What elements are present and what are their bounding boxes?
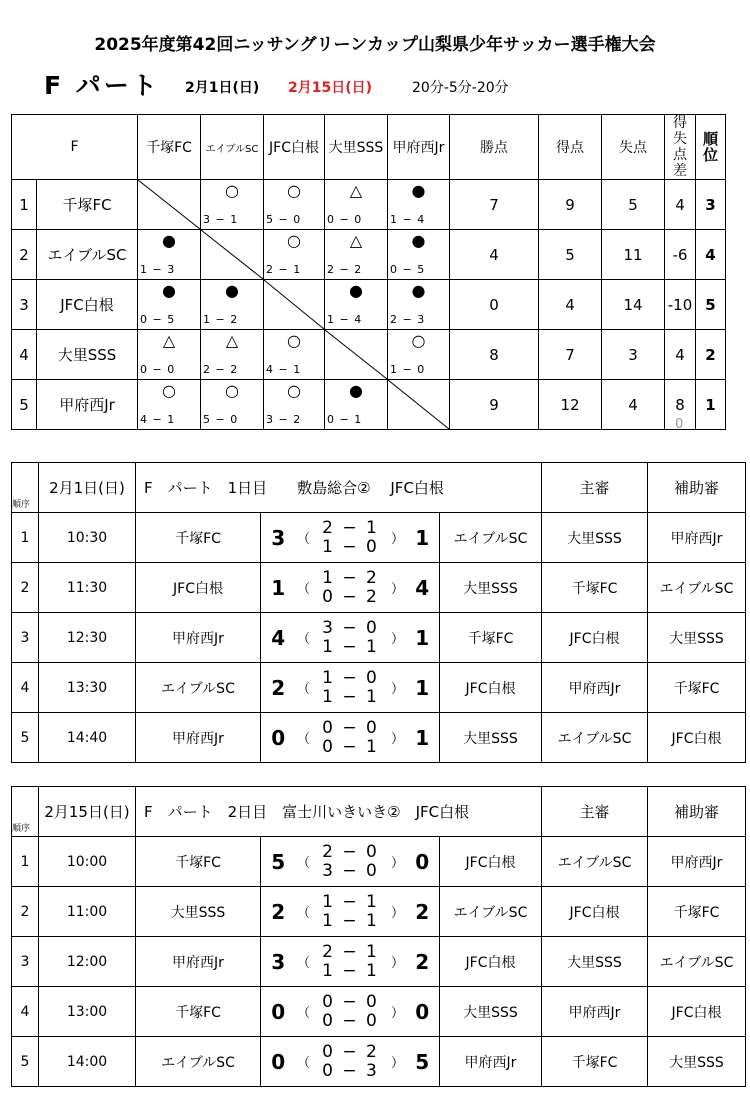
row-goal-diff: 8 [665, 380, 696, 430]
result-score: 2 − 3 [390, 313, 426, 326]
header-order-label: 順序 [12, 824, 31, 834]
result-score: 1 − 4 [327, 313, 363, 326]
result-mark-icon: ● [162, 231, 176, 250]
first-half-score: 1 − 1 [322, 891, 379, 912]
result-score: 2 − 1 [266, 263, 302, 276]
result-mark-icon: ● [411, 181, 426, 200]
result-score: 4 − 1 [140, 413, 176, 426]
header-date: 2月15日(日) [39, 787, 136, 837]
match-time: 11:00 [39, 887, 136, 937]
first-half-score: 0 − 0 [322, 991, 379, 1012]
result-mark-icon: ● [162, 281, 176, 300]
header-title: F パート 1日目 敷島総合② JFC白根 [136, 463, 542, 513]
match-order: 5 [12, 1037, 39, 1087]
assistant-referee: 大里SSS [648, 1037, 746, 1087]
row-team-name: エイブルSC [37, 230, 138, 280]
match-order: 5 [12, 713, 39, 763]
match-time: 13:30 [39, 663, 136, 713]
column-team-header: 千塚FC [138, 115, 201, 180]
referee: 大里SSS [542, 513, 648, 563]
result-mark-icon: ○ [411, 331, 426, 350]
home-score: 2 [261, 663, 296, 713]
match-time: 14:40 [39, 713, 136, 763]
result-score: 2 − 2 [327, 263, 363, 276]
home-team: エイブルSC [136, 663, 261, 713]
away-team: JFC白根 [440, 663, 542, 713]
away-score: 1 [406, 513, 440, 563]
result-cell [138, 380, 201, 430]
second-half-score: 0 − 0 [322, 1010, 379, 1031]
result-mark-icon: ● [349, 281, 363, 300]
first-half-score: 0 − 2 [322, 1041, 379, 1062]
row-rank: 5 [696, 280, 726, 330]
result-mark-icon: ● [349, 381, 363, 400]
result-score: 5 − 0 [266, 213, 302, 226]
assistant-referee: エイブルSC [648, 937, 746, 987]
header-gd-top: 得 失 [673, 115, 687, 147]
match-time: 10:30 [39, 513, 136, 563]
right-paren: ） [390, 513, 406, 563]
row-goals-for: 4 [539, 280, 602, 330]
diagonal-cell [138, 180, 201, 230]
away-team: エイブルSC [440, 513, 542, 563]
away-score: 2 [406, 937, 440, 987]
referee: JFC白根 [542, 887, 648, 937]
diagonal-cell [325, 330, 388, 380]
match-row [12, 513, 746, 563]
home-team: 大里SSS [136, 887, 261, 937]
result-cell [388, 230, 450, 280]
away-score: 0 [406, 837, 440, 887]
diagonal-line [201, 230, 263, 279]
referee: 大里SSS [542, 937, 648, 987]
half-scores [312, 937, 390, 987]
home-score: 0 [261, 987, 296, 1037]
assistant-referee: JFC白根 [648, 987, 746, 1037]
half-scores [312, 887, 390, 937]
result-cell [325, 280, 388, 330]
result-mark-icon: △ [162, 331, 176, 350]
half-scores [312, 613, 390, 663]
header-order [12, 463, 39, 513]
row-points: 9 [450, 380, 539, 430]
match-format: 20分-5分-20分 [412, 80, 509, 96]
assistant-referee: 千塚FC [648, 887, 746, 937]
header-rank-top: 順 [702, 130, 718, 148]
half-scores [312, 513, 390, 563]
second-half-score: 1 − 1 [322, 910, 379, 931]
diagonal-cell [201, 230, 264, 280]
left-paren: （ [296, 987, 312, 1037]
column-team-header: 甲府西Jr [388, 115, 450, 180]
match-order: 2 [12, 887, 39, 937]
left-paren: （ [296, 837, 312, 887]
assistant-referee: 甲府西Jr [648, 513, 746, 563]
date-day2: 2月15日(日) [288, 80, 373, 96]
row-points: 8 [450, 330, 539, 380]
result-mark-icon: △ [349, 181, 363, 200]
row-points: 7 [450, 180, 539, 230]
row-goals-for: 5 [539, 230, 602, 280]
right-paren: ） [390, 663, 406, 713]
home-team: 千塚FC [136, 513, 261, 563]
row-goals-against: 14 [602, 280, 665, 330]
second-half-score: 0 − 1 [322, 736, 379, 757]
away-score: 4 [406, 563, 440, 613]
second-half-score: 0 − 3 [322, 1060, 379, 1081]
home-score: 1 [261, 563, 296, 613]
header-order-label: 順序 [12, 500, 31, 510]
first-half-score: 1 − 0 [322, 667, 379, 688]
first-half-score: 1 − 2 [322, 567, 379, 588]
row-rank: 3 [696, 180, 726, 230]
result-score: 0 − 1 [327, 413, 363, 426]
match-order: 2 [12, 563, 39, 613]
result-mark-icon: ○ [225, 381, 239, 400]
match-time: 11:30 [39, 563, 136, 613]
left-paren: （ [296, 663, 312, 713]
result-cell [201, 330, 264, 380]
result-score: 0 − 0 [140, 363, 176, 376]
away-score: 5 [406, 1037, 440, 1087]
home-team: 千塚FC [136, 987, 261, 1037]
home-team: JFC白根 [136, 563, 261, 613]
match-order: 3 [12, 613, 39, 663]
result-cell [264, 230, 325, 280]
half-scores [312, 837, 390, 887]
half-scores [312, 987, 390, 1037]
result-mark-icon: △ [349, 231, 363, 250]
row-points: 0 [450, 280, 539, 330]
half-scores [312, 1037, 390, 1087]
match-order: 4 [12, 987, 39, 1037]
right-paren: ） [390, 613, 406, 663]
result-mark-icon: ● [411, 281, 426, 300]
away-team: JFC白根 [440, 837, 542, 887]
second-half-score: 1 − 1 [322, 686, 379, 707]
away-score: 2 [406, 887, 440, 937]
away-team: JFC白根 [440, 937, 542, 987]
result-score: 5 − 0 [203, 413, 239, 426]
half-scores [312, 663, 390, 713]
match-row [12, 1037, 746, 1087]
assistant-referee: 甲府西Jr [648, 837, 746, 887]
match-time: 12:00 [39, 937, 136, 987]
match-order: 1 [12, 837, 39, 887]
result-cell [138, 280, 201, 330]
referee: 千塚FC [542, 563, 648, 613]
row-goals-against: 4 [602, 380, 665, 430]
result-mark-icon: ○ [287, 181, 301, 200]
diagonal-line [325, 330, 387, 379]
row-goals-for: 9 [539, 180, 602, 230]
second-half-score: 1 − 1 [322, 636, 379, 657]
row-goals-for: 7 [539, 330, 602, 380]
home-team: 甲府西Jr [136, 937, 261, 987]
result-cell [325, 230, 388, 280]
schedule-day1 [11, 462, 746, 763]
row-team-name: 甲府西Jr [37, 380, 138, 430]
first-half-score: 2 − 1 [322, 941, 379, 962]
home-team: 甲府西Jr [136, 713, 261, 763]
home-team: 甲府西Jr [136, 613, 261, 663]
diagonal-cell [388, 380, 450, 430]
left-paren: （ [296, 513, 312, 563]
right-paren: ） [390, 837, 406, 887]
standings-row [12, 230, 726, 280]
row-team-name: JFC白根 [37, 280, 138, 330]
header-points: 勝点 [450, 115, 539, 180]
result-cell [264, 380, 325, 430]
standings-row [12, 380, 726, 430]
part-label: F パート [44, 71, 160, 100]
row-points: 4 [450, 230, 539, 280]
row-goals-against: 11 [602, 230, 665, 280]
header-assistant: 補助審 [648, 463, 746, 513]
right-paren: ） [390, 1037, 406, 1087]
match-time: 13:00 [39, 987, 136, 1037]
home-score: 3 [261, 513, 296, 563]
standings-row [12, 180, 726, 230]
half-scores [312, 713, 390, 763]
left-paren: （ [296, 613, 312, 663]
header-gd-bottom: 点 差 [673, 147, 687, 179]
header-referee: 主審 [542, 787, 648, 837]
row-goal-diff: 4 [665, 180, 696, 230]
away-score: 0 [406, 987, 440, 1037]
stray-zero: 0 [675, 417, 684, 432]
referee: 千塚FC [542, 1037, 648, 1087]
row-goal-diff: 4 [665, 330, 696, 380]
second-half-score: 1 − 1 [322, 960, 379, 981]
match-time: 10:00 [39, 837, 136, 887]
home-score: 0 [261, 713, 296, 763]
result-mark-icon: ● [411, 231, 426, 250]
header-gf: 得点 [539, 115, 602, 180]
home-score: 4 [261, 613, 296, 663]
result-mark-icon: ○ [287, 381, 301, 400]
second-half-score: 1 − 0 [322, 536, 379, 557]
referee: エイブルSC [542, 713, 648, 763]
away-team: 千塚FC [440, 613, 542, 663]
result-cell [138, 230, 201, 280]
assistant-referee: エイブルSC [648, 563, 746, 613]
referee: 甲府西Jr [542, 987, 648, 1037]
first-half-score: 3 − 0 [322, 617, 379, 638]
second-half-score: 3 − 0 [322, 860, 379, 881]
away-team: 大里SSS [440, 987, 542, 1037]
match-row [12, 713, 746, 763]
home-score: 0 [261, 1037, 296, 1087]
result-score: 3 − 2 [266, 413, 302, 426]
match-row [12, 613, 746, 663]
left-paren: （ [296, 563, 312, 613]
result-mark-icon: ○ [287, 331, 301, 350]
away-team: エイブルSC [440, 887, 542, 937]
diagonal-line [138, 180, 200, 229]
home-score: 5 [261, 837, 296, 887]
row-goal-diff: -10 [665, 280, 696, 330]
match-row [12, 987, 746, 1037]
away-score: 1 [406, 713, 440, 763]
result-cell [138, 330, 201, 380]
row-rank: 2 [696, 330, 726, 380]
referee: エイブルSC [542, 837, 648, 887]
left-paren: （ [296, 937, 312, 987]
column-team-header: 大里SSS [325, 115, 388, 180]
match-time: 14:00 [39, 1037, 136, 1087]
match-order: 4 [12, 663, 39, 713]
result-score: 4 − 1 [266, 363, 302, 376]
referee: 甲府西Jr [542, 663, 648, 713]
first-half-score: 2 − 0 [322, 841, 379, 862]
page-title: 2025年度第42回ニッサングリーンカップ山梨県少年サッカー選手権大会 [94, 35, 656, 55]
league-table [11, 114, 726, 430]
second-half-score: 0 − 2 [322, 586, 379, 607]
right-paren: ） [390, 713, 406, 763]
result-score: 1 − 0 [390, 363, 426, 376]
right-paren: ） [390, 563, 406, 613]
diagonal-line [388, 380, 449, 429]
home-score: 3 [261, 937, 296, 987]
match-row [12, 887, 746, 937]
result-cell [201, 180, 264, 230]
schedule-day2 [11, 786, 746, 1087]
row-number: 2 [12, 230, 37, 280]
row-goals-for: 12 [539, 380, 602, 430]
column-team-header: JFC白根 [264, 115, 325, 180]
result-mark-icon: ● [225, 281, 239, 300]
row-team-name: 大里SSS [37, 330, 138, 380]
away-team: 大里SSS [440, 563, 542, 613]
right-paren: ） [390, 937, 406, 987]
match-row [12, 563, 746, 613]
header-rank-bottom: 位 [702, 146, 718, 164]
match-row [12, 937, 746, 987]
header-referee: 主審 [542, 463, 648, 513]
result-cell [388, 180, 450, 230]
result-mark-icon: △ [225, 331, 239, 350]
assistant-referee: 千塚FC [648, 663, 746, 713]
header-ga: 失点 [602, 115, 665, 180]
first-half-score: 2 − 1 [322, 517, 379, 538]
result-cell [201, 280, 264, 330]
row-goal-diff: -6 [665, 230, 696, 280]
result-score: 1 − 3 [140, 263, 176, 276]
right-paren: ） [390, 987, 406, 1037]
header-assistant: 補助審 [648, 787, 746, 837]
header-title: F パート 2日目 富士川いきいき② JFC白根 [136, 787, 542, 837]
standings-row [12, 280, 726, 330]
result-score: 0 − 5 [390, 263, 426, 276]
home-team: 千塚FC [136, 837, 261, 887]
away-team: 甲府西Jr [440, 1037, 542, 1087]
match-row [12, 837, 746, 887]
header-date: 2月1日(日) [39, 463, 136, 513]
row-rank: 4 [696, 230, 726, 280]
result-cell [325, 380, 388, 430]
result-mark-icon: ○ [225, 181, 239, 200]
diagonal-line [264, 280, 324, 329]
left-paren: （ [296, 1037, 312, 1087]
result-cell [325, 180, 388, 230]
result-score: 0 − 0 [327, 213, 363, 226]
result-mark-icon: ○ [162, 381, 176, 400]
result-cell [201, 380, 264, 430]
row-number: 3 [12, 280, 37, 330]
assistant-referee: 大里SSS [648, 613, 746, 663]
row-team-name: 千塚FC [37, 180, 138, 230]
row-number: 4 [12, 330, 37, 380]
home-score: 2 [261, 887, 296, 937]
away-score: 1 [406, 613, 440, 663]
result-cell [388, 330, 450, 380]
column-team-header: エイブルSC [201, 115, 264, 180]
home-team: エイブルSC [136, 1037, 261, 1087]
right-paren: ） [390, 887, 406, 937]
row-number: 1 [12, 180, 37, 230]
referee: JFC白根 [542, 613, 648, 663]
result-mark-icon: ○ [287, 231, 301, 250]
result-cell [388, 280, 450, 330]
result-cell [264, 180, 325, 230]
row-goals-against: 5 [602, 180, 665, 230]
match-time: 12:30 [39, 613, 136, 663]
corner-label: F [12, 115, 138, 180]
first-half-score: 0 − 0 [322, 717, 379, 738]
standings-row [12, 330, 726, 380]
result-score: 2 − 2 [203, 363, 239, 376]
away-team: 大里SSS [440, 713, 542, 763]
row-goals-against: 3 [602, 330, 665, 380]
header-order [12, 787, 39, 837]
result-score: 3 − 1 [203, 213, 239, 226]
match-order: 1 [12, 513, 39, 563]
result-score: 1 − 2 [203, 313, 239, 326]
row-number: 5 [12, 380, 37, 430]
half-scores [312, 563, 390, 613]
left-paren: （ [296, 887, 312, 937]
header-rank [696, 115, 726, 180]
away-score: 1 [406, 663, 440, 713]
diagonal-cell [264, 280, 325, 330]
result-cell [264, 330, 325, 380]
date-day1: 2月1日(日) [185, 80, 260, 96]
header-gd [665, 115, 696, 180]
assistant-referee: JFC白根 [648, 713, 746, 763]
left-paren: （ [296, 713, 312, 763]
match-row [12, 663, 746, 713]
result-score: 0 − 5 [140, 313, 176, 326]
result-score: 1 − 4 [390, 213, 426, 226]
row-rank: 1 [696, 380, 726, 430]
match-order: 3 [12, 937, 39, 987]
